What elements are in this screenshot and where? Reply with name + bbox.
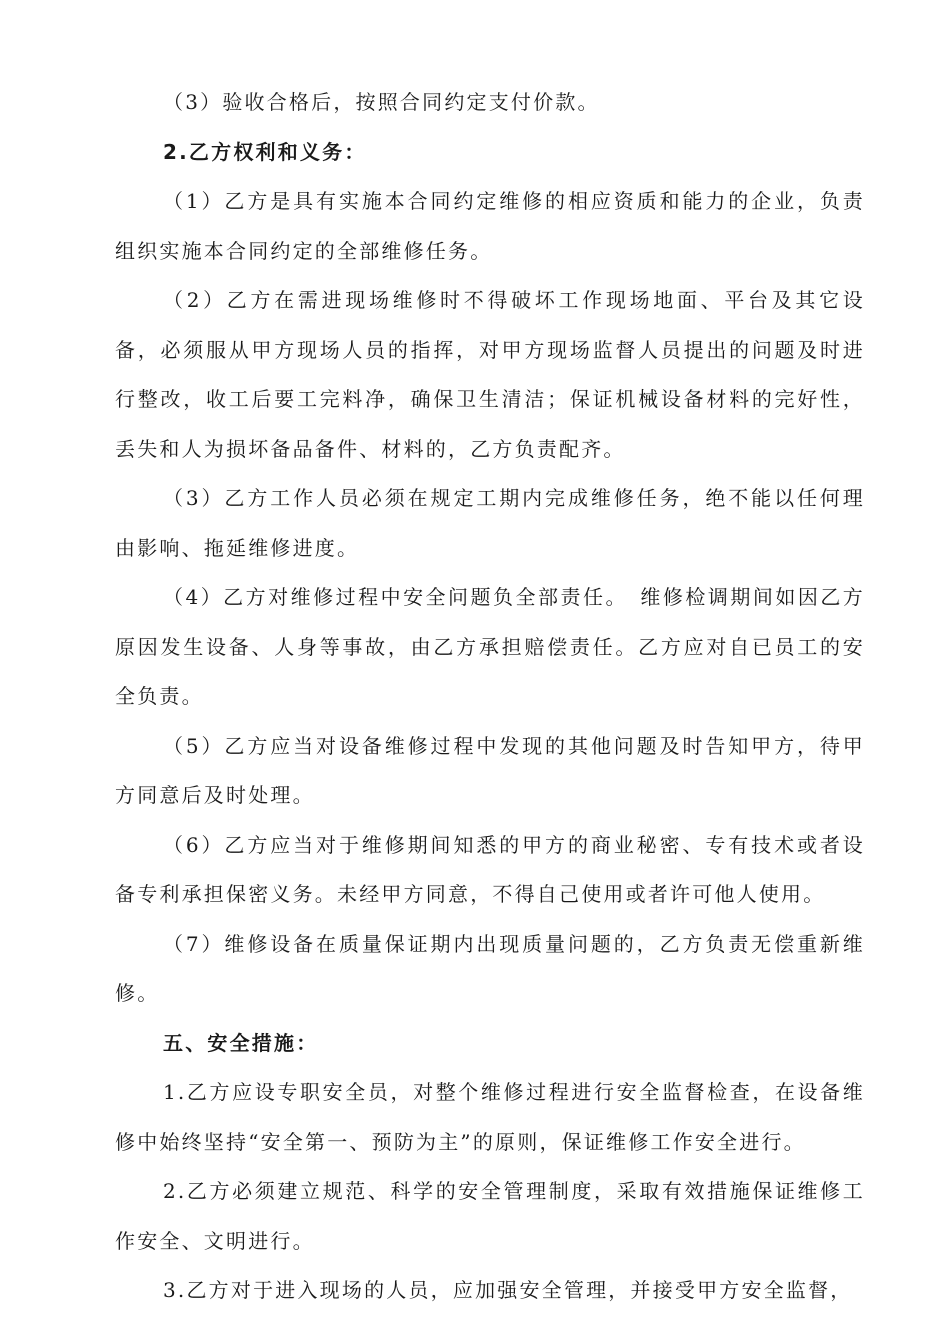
paragraph-safety-officer: 1.乙方应设专职安全员，对整个维修过程进行安全监督检查，在设备维修中始终坚持“安全第一、预防为主”的原则，保证维修工作安全进行。 — [115, 1080, 865, 1154]
paragraph-site-conduct: （2）乙方在需进现场维修时不得破坏工作现场地面、平台及其它设备，必须服从甲方现场人员的指挥，对甲方现场监督人员提出的问题及时进行整改，收工后要工完料净，确保卫生清洁；保证机械设备材料的完好性，丢失和人为损坏备品备件、材料的，乙方负责配齐。 — [115, 288, 865, 461]
paragraph-safety-management: 2.乙方必须建立规范、科学的安全管理制度，采取有效措施保证维修工作安全、文明进行。 — [115, 1179, 865, 1253]
paragraph-schedule: （3）乙方工作人员必须在规定工期内完成维修任务，绝不能以任何理由影响、拖延维修进度。 — [115, 486, 865, 560]
document-body — [115, 78, 865, 1316]
paragraph-confidentiality: （6）乙方应当对于维修期间知悉的甲方的商业秘密、专有技术或者设备专利承担保密义务。未经甲方同意，不得自己使用或者许可他人使用。 — [115, 832, 865, 906]
paragraph-report-issues: （5）乙方应当对设备维修过程中发现的其他问题及时告知甲方，待甲方同意后及时处理。 — [115, 733, 865, 807]
paragraph-site-personnel: 3.乙方对于进入现场的人员，应加强安全管理，并接受甲方安全监督， — [163, 1278, 853, 1302]
paragraph-warranty: （7）维修设备在质量保证期内出现质量问题的，乙方负责无偿重新维修。 — [115, 931, 865, 1005]
paragraph-payment-after-acceptance: （3）验收合格后，按照合同约定支付价款。 — [163, 90, 600, 114]
section-heading-safety-measures: 五、安全措施： — [163, 1030, 319, 1055]
paragraph-safety-liability: （4）乙方对维修过程中安全问题负全部责任。 维修检调期间如因乙方原因发生设备、人身等事故，由乙方承担赔偿责任。乙方应对自已员工的安全负责。 — [115, 585, 865, 708]
section-heading-party-b-rights: 2.乙方权利和义务： — [163, 139, 367, 164]
paragraph-party-b-qualification: （1）乙方是具有实施本合同约定维修的相应资质和能力的企业，负责组织实施本合同约定的全部维修任务。 — [115, 189, 865, 263]
